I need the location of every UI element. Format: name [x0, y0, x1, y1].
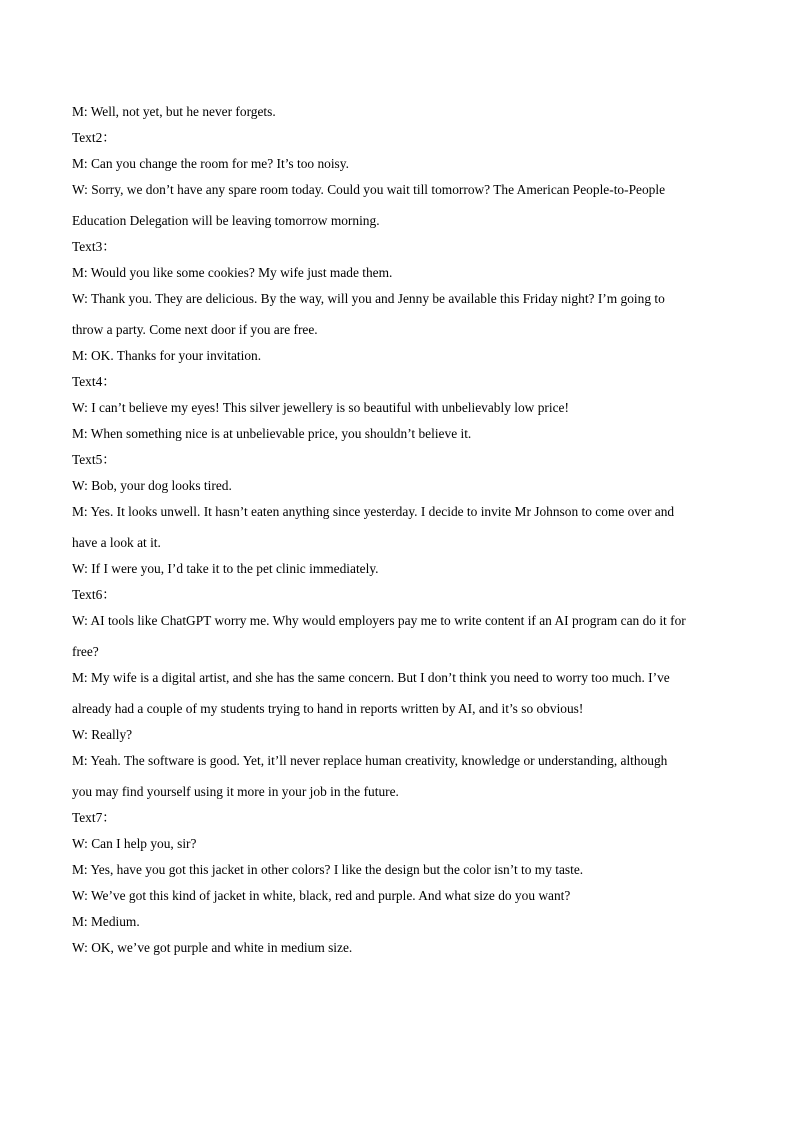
dialogue-line — [72, 835, 722, 853]
dialogue-line — [72, 399, 722, 417]
section-label-text6: Text6： — [72, 587, 116, 602]
line-text: M: Yes. It looks unwell. It hasn’t eaten anything since yesterday. I decide to invite Mr Johnson to come over and — [72, 504, 675, 519]
line-text: M: Yeah. The software is good. Yet, it’ll never replace human creativity, knowledge or understanding, although — [72, 753, 668, 768]
dialogue-line — [72, 913, 722, 931]
dialogue-line — [72, 425, 722, 443]
line-text: M: OK. Thanks for your invitation. — [72, 348, 262, 363]
dialogue-line — [72, 290, 722, 339]
line-text: M: When something nice is at unbelievable price, you shouldn’t believe it. — [72, 426, 472, 441]
line-text: W: Sorry, we don’t have any spare room today. Could you wait till tomorrow? The American People-to-People — [72, 182, 666, 197]
line-text: have a look at it. — [72, 535, 161, 550]
line-text: M: Yes, have you got this jacket in other colors? I like the design but the color isn’t to my taste. — [72, 862, 584, 877]
line-text: M: Well, not yet, but he never forgets. — [72, 104, 276, 119]
line-text: W: Really? — [72, 727, 133, 742]
dialogue-line — [72, 861, 722, 879]
section-label-text5: Text5： — [72, 452, 116, 467]
line-text: M: Would you like some cookies? My wife just made them. — [72, 265, 393, 280]
section-label-text2: Text2： — [72, 130, 116, 145]
dialogue-line — [72, 887, 722, 905]
dialogue-line — [72, 612, 722, 661]
dialogue-line — [72, 181, 722, 230]
line-text: M: My wife is a digital artist, and she has the same concern. But I don’t think you need to worry too much. I’ve — [72, 670, 670, 685]
line-text: Education Delegation will be leaving tomorrow morning. — [72, 213, 380, 228]
section-label-text3: Text3： — [72, 239, 116, 254]
line-text: free? — [72, 644, 99, 659]
line-text: W: OK, we’ve got purple and white in medium size. — [72, 940, 353, 955]
dialogue-line — [72, 264, 722, 282]
line-text: throw a party. Come next door if you are free. — [72, 322, 318, 337]
line-text: W: Bob, your dog looks tired. — [72, 478, 232, 493]
line-text: W: I can’t believe my eyes! This silver jewellery is so beautiful with unbelievably low price! — [72, 400, 569, 415]
dialogue-line — [72, 669, 722, 718]
dialogue-line — [72, 726, 722, 744]
line-text: already had a couple of my students trying to hand in reports written by AI, and it’s so obvious! — [72, 701, 584, 716]
line-text: M: Medium. — [72, 914, 140, 929]
section-label-text7: Text7： — [72, 810, 116, 825]
dialogue-line — [72, 103, 722, 121]
dialogue-line — [72, 347, 722, 365]
dialogue-line — [72, 155, 722, 173]
dialogue-line — [72, 560, 722, 578]
dialogue-line — [72, 939, 722, 957]
line-text: W: Can I help you, sir? — [72, 836, 197, 851]
dialogue-line — [72, 503, 722, 552]
line-text: M: Can you change the room for me? It’s too noisy. — [72, 156, 349, 171]
section-label-text4: Text4： — [72, 374, 116, 389]
transcript-body — [72, 103, 722, 965]
line-text: W: AI tools like ChatGPT worry me. Why would employers pay me to write content if an AI program can do it for — [72, 613, 686, 628]
line-text: W: Thank you. They are delicious. By the way, will you and Jenny be available this Friday night? I’m going to — [72, 291, 665, 306]
line-text: W: If I were you, I’d take it to the pet clinic immediately. — [72, 561, 379, 576]
line-text: you may find yourself using it more in your job in the future. — [72, 784, 399, 799]
dialogue-line — [72, 752, 722, 801]
dialogue-line — [72, 477, 722, 495]
line-text: W: We’ve got this kind of jacket in white, black, red and purple. And what size do you want? — [72, 888, 571, 903]
